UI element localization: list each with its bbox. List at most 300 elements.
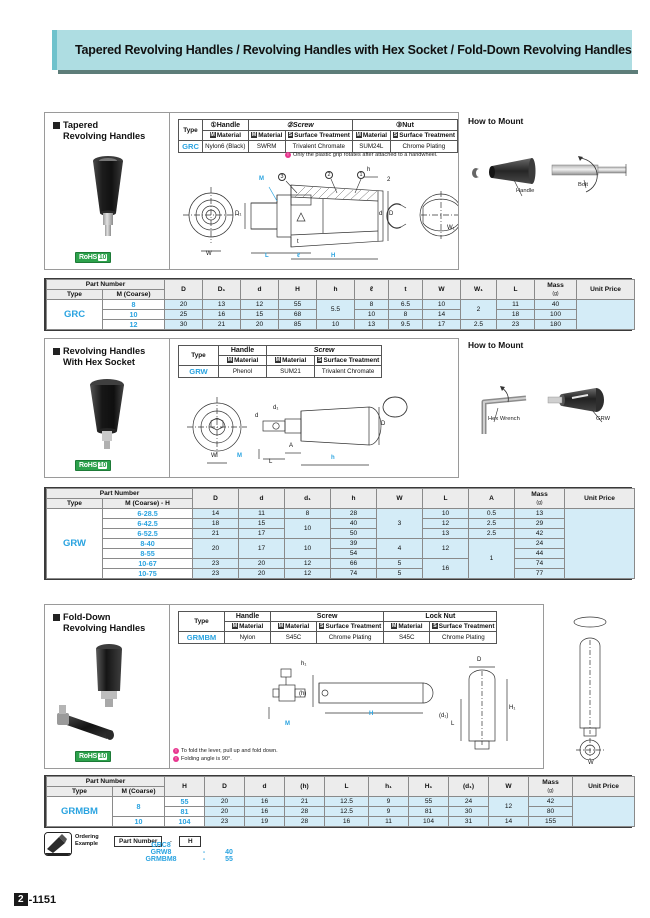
header-d: d	[239, 489, 285, 509]
cell-h1: 9	[369, 807, 409, 817]
cell-H: 85	[279, 320, 317, 330]
cell-W1: 2.5	[461, 320, 497, 330]
notes-grmbm	[173, 747, 278, 763]
material-badge-icon: M	[227, 357, 233, 363]
dim-D1: D₁	[235, 211, 242, 217]
mat-type-header: Type	[179, 612, 225, 632]
dim-D: D	[477, 657, 482, 663]
cell-D: 20	[205, 807, 245, 817]
bullet-square-icon	[53, 348, 60, 355]
section-tapered-revolving-handles	[44, 112, 459, 270]
rohs-label: RoHS	[79, 254, 97, 261]
dim-L: L	[265, 253, 269, 259]
mat-value: Chrome Plating	[317, 632, 384, 644]
table-row	[47, 559, 635, 569]
table-row	[47, 797, 635, 807]
callout-2: 2	[325, 171, 333, 179]
header-d1: (d₁)	[449, 777, 489, 797]
cell-W: 5	[377, 569, 423, 579]
rohs-number: 10	[98, 254, 107, 261]
cell-d1: 10	[285, 519, 331, 539]
cell-d: 16	[245, 807, 285, 817]
cell-h: 40	[331, 519, 377, 529]
mass-label: Mass	[542, 778, 559, 786]
ordering-example-icon	[44, 832, 72, 856]
cell-h: 39	[331, 539, 377, 549]
dim-d: d	[379, 211, 383, 217]
cell-size: 10	[103, 310, 165, 320]
cell-h: 5.5	[317, 300, 355, 320]
cell-t: 8	[389, 310, 423, 320]
cell-D: 21	[193, 529, 239, 539]
dim-D: D	[389, 211, 394, 217]
example-code: GRC8	[151, 842, 171, 849]
table-row	[47, 549, 635, 559]
header-type: Type	[47, 787, 113, 797]
mat-value: Chrome Plating	[430, 632, 497, 644]
cell-t: 6.5	[389, 300, 423, 310]
group-label: Screw	[293, 122, 314, 129]
cell-h: 66	[331, 559, 377, 569]
header-D: D	[193, 489, 239, 509]
mat-type-code: GRMBM	[179, 632, 225, 644]
cell-D: 23	[205, 817, 245, 827]
cell-h: 28	[331, 509, 377, 519]
pn-table	[46, 488, 635, 579]
section-title	[53, 346, 145, 368]
header-L: L	[497, 280, 535, 300]
mass-label: Mass	[531, 490, 548, 498]
cell-mass: 24	[515, 539, 565, 549]
cell-size: 6-52.5	[103, 529, 193, 539]
cell-d: 11	[239, 509, 285, 519]
cell-d: 16	[245, 797, 285, 807]
dim-A: A	[289, 443, 294, 449]
mat-col-screw-material: M Material	[267, 356, 315, 366]
page-title-banner	[52, 30, 632, 74]
cell-W: 14	[489, 817, 529, 827]
cell-l: 10	[355, 310, 389, 320]
cell-L: 12	[423, 519, 469, 529]
example-dash	[192, 842, 216, 849]
cell-mass: 77	[515, 569, 565, 579]
cell-L: 13	[423, 529, 469, 539]
rohs-label: RoHS	[79, 462, 97, 469]
table-row	[47, 509, 635, 519]
mat-col-locknut-surface: S Surface Treatment	[430, 622, 497, 632]
drawing-svg	[173, 163, 458, 268]
cell-size: 8	[103, 300, 165, 310]
header-mass	[515, 489, 565, 509]
cell-mass: 155	[529, 817, 573, 827]
note-text: Folding angle is 90°.	[181, 756, 232, 762]
cell-A: 2.5	[469, 519, 515, 529]
cell-H1: 81	[409, 807, 449, 817]
table-row	[179, 366, 382, 378]
cell-W: 12	[489, 797, 529, 817]
mat-value: Nylon	[225, 632, 271, 644]
example-code: GRMBM8	[145, 856, 177, 863]
material-badge-icon: M	[278, 623, 284, 629]
header-mass	[535, 280, 577, 300]
header-h: h	[317, 280, 355, 300]
cell-mass: 13	[515, 509, 565, 519]
note-marker-icon: !	[285, 152, 291, 158]
dim-H: H	[331, 253, 336, 259]
table-row	[179, 612, 497, 622]
material-badge-icon: M	[275, 357, 281, 363]
header-size: M (Coarse)	[103, 290, 165, 300]
section-title-line2: Revolving Handles	[63, 623, 146, 633]
dim-h: (h)	[299, 691, 307, 697]
note-text: Only the plastic grip rotates after attached to a handwheel.	[293, 152, 438, 158]
cell-W1: 2	[461, 300, 497, 320]
dim-W1: W₁	[447, 225, 455, 231]
cell-t: 9.5	[389, 320, 423, 330]
mat-group-handle	[203, 120, 249, 131]
cell-H: 68	[279, 310, 317, 320]
rohs-number: 10	[98, 462, 107, 469]
section-title-line1: Tapered	[63, 120, 99, 130]
mount-label-grw: GRW	[596, 416, 611, 422]
ordering-label-line1: Ordering	[75, 834, 99, 840]
part-number-table-grmbm	[44, 775, 632, 828]
cell-size: 8	[113, 797, 165, 817]
mass-unit: (g)	[552, 290, 559, 297]
rohs-badge	[75, 252, 111, 263]
mass-unit: (g)	[547, 787, 554, 794]
mat-value: S45C	[384, 632, 430, 644]
cell-l: 8	[355, 300, 389, 310]
mat-col-screw-surface: S Surface Treatment	[317, 622, 384, 632]
ordering-example	[44, 830, 344, 874]
header-h1: h₁	[369, 777, 409, 797]
cell-W: 10	[423, 300, 461, 310]
ordering-dash: -	[169, 839, 172, 845]
dim-h: h	[367, 167, 371, 173]
ordering-examples-list	[130, 842, 270, 863]
header-d: d	[241, 280, 279, 300]
cell-h: 10	[317, 320, 355, 330]
header-D1: D₁	[203, 280, 241, 300]
rohs-badge	[75, 751, 111, 762]
part-number-table-grc	[44, 278, 632, 331]
dim-L: L	[451, 721, 455, 727]
surface-badge-icon: S	[320, 623, 324, 629]
cell-D1: 21	[203, 320, 241, 330]
table-row	[179, 131, 458, 141]
mat-value: Trivalent Chromate	[315, 366, 382, 378]
mat-col-screw-material: M Material	[248, 131, 285, 141]
table-row	[179, 346, 382, 356]
section-title	[53, 120, 145, 142]
mat-type-code: GRC	[179, 141, 203, 153]
cell-H: 81	[165, 807, 205, 817]
cell-L: 16	[423, 559, 469, 579]
material-table-grmbm	[178, 611, 497, 644]
cell-D: 18	[193, 519, 239, 529]
rohs-badge	[75, 460, 111, 471]
cell-d1: 30	[449, 807, 489, 817]
cell-L: 12	[423, 539, 469, 559]
mat-value: Nylon6 (Black)	[203, 141, 249, 153]
page-footer	[14, 893, 56, 906]
header-type: Type	[47, 290, 103, 300]
header-unit-price: Unit Price	[573, 777, 635, 797]
ordering-box-h: H	[179, 836, 201, 847]
drawing-svg	[173, 649, 539, 759]
cell-L: 18	[497, 310, 535, 320]
section-title	[53, 612, 145, 634]
ordering-box-part-number: Part Number	[114, 836, 162, 847]
cell-H: 104	[165, 817, 205, 827]
cell-H: 55	[279, 300, 317, 310]
header-W: W	[489, 777, 529, 797]
how-to-mount-title: How to Mount	[468, 116, 524, 126]
cell-d1: 12	[285, 559, 331, 569]
mat-group-handle: Handle	[225, 612, 271, 622]
header-type: Type	[47, 499, 103, 509]
circle-num-2: ②	[286, 122, 294, 129]
page-title: Tapered Revolving Handles / Revolving Handles with Hex Socket / Fold-Down Revolving Handles	[75, 43, 632, 57]
mat-value: SWRM	[248, 141, 285, 153]
cell-d: 19	[245, 817, 285, 827]
group-label: Nut	[402, 122, 414, 129]
cell-D1: 13	[203, 300, 241, 310]
cell-l: 13	[355, 320, 389, 330]
table-row	[47, 539, 635, 549]
mat-col-locknut-material: M Material	[384, 622, 430, 632]
mass-label: Mass	[547, 281, 564, 289]
example-h: 40	[225, 849, 233, 856]
header-L: L	[325, 777, 369, 797]
cell-d: 20	[239, 559, 285, 569]
ordering-example-label	[75, 834, 99, 848]
table-row	[47, 817, 635, 827]
header-H: H	[279, 280, 317, 300]
section-left-panel	[45, 113, 170, 269]
mat-value: Chrome Plating	[390, 141, 457, 153]
cell-D: 23	[193, 559, 239, 569]
cell-d: 15	[239, 519, 285, 529]
cell-type: GRW	[47, 509, 103, 579]
note-angle	[173, 755, 278, 763]
cell-W: 4	[377, 539, 423, 559]
table-row	[179, 632, 497, 644]
table-row	[47, 569, 635, 579]
note-text: To fold the lever, pull up and fold down.	[181, 748, 278, 754]
mat-col-nut-material: M Material	[352, 131, 390, 141]
how-to-mount-title: How to Mount	[468, 340, 524, 350]
cell-h: 54	[331, 549, 377, 559]
dim-t: t	[297, 239, 299, 245]
cell-size: 6-28.5	[103, 509, 193, 519]
section-title-line1: Revolving Handles	[63, 346, 146, 356]
mat-col-screw-surface: S Surface Treatment	[285, 131, 352, 141]
table-row	[47, 519, 635, 529]
cell-unit-price	[577, 300, 635, 330]
material-table-grw	[178, 345, 382, 378]
cell-mass: 44	[515, 549, 565, 559]
section-title-line1: Fold-Down	[63, 612, 111, 622]
dim-H1: H₁	[509, 705, 516, 711]
material-badge-icon: M	[210, 132, 215, 138]
cell-d1: 10	[285, 539, 331, 559]
cell-mass: 180	[535, 320, 577, 330]
footer-volume: 2	[14, 893, 28, 906]
cell-H: 55	[165, 797, 205, 807]
footer-page-number: -1151	[28, 893, 57, 906]
cell-d: 17	[239, 529, 285, 539]
mat-type-header: Type	[179, 346, 219, 366]
cell-mass: 74	[515, 559, 565, 569]
mount-label-handle: Handle	[516, 188, 535, 194]
cell-d1: 8	[285, 509, 331, 519]
section-revolving-handles-hex-socket	[44, 338, 459, 478]
material-badge-icon: M	[391, 623, 397, 629]
circle-num-1: ①	[210, 122, 217, 129]
cell-A: 1	[469, 539, 515, 579]
cell-L: 10	[423, 509, 469, 519]
mat-group-lock-nut: Lock Nut	[384, 612, 497, 622]
mat-value: SUM21	[267, 366, 315, 378]
header-d1: d₁	[285, 489, 331, 509]
group-label: Handle	[216, 122, 241, 129]
mat-col-nut-surface: S Surface Treatment	[390, 131, 457, 141]
cell-D: 14	[193, 509, 239, 519]
cell-type: GRC	[47, 300, 103, 330]
cell-D: 20	[205, 797, 245, 807]
material-badge-icon: M	[251, 132, 257, 138]
mount-diagram-grw	[468, 364, 646, 450]
dim-h1: h₁	[301, 661, 307, 667]
drawing-svg	[173, 387, 458, 477]
part-number-table-grw	[44, 487, 632, 580]
cell-d1: 31	[449, 817, 489, 827]
dim-d1: (d₁)	[439, 713, 449, 719]
table-header-row	[47, 777, 635, 787]
grmbm-side-views	[556, 610, 626, 760]
cell-L: 12.5	[325, 807, 369, 817]
product-photo-grw	[55, 373, 165, 453]
surface-badge-icon: S	[393, 132, 398, 138]
cell-D: 20	[193, 539, 239, 559]
mat-value: Phenol	[219, 366, 267, 378]
dim-W-grmbm: W	[588, 760, 594, 766]
table-header-row	[47, 489, 635, 499]
dim-L: L	[269, 459, 273, 465]
header-h: (h)	[285, 777, 325, 797]
cell-d: 12	[241, 300, 279, 310]
cell-mass: 42	[515, 529, 565, 539]
table-row	[47, 300, 635, 310]
cell-D: 23	[193, 569, 239, 579]
mat-type-header: Type	[179, 120, 203, 141]
material-badge-icon: M	[232, 623, 238, 629]
list-item	[130, 842, 270, 849]
header-H: H	[165, 777, 205, 797]
table-row	[47, 320, 635, 330]
bullet-square-icon	[53, 614, 60, 621]
cell-mass: 42	[529, 797, 573, 807]
surface-badge-icon: S	[318, 357, 322, 363]
header-unit-price: Unit Price	[577, 280, 635, 300]
cell-unit-price	[565, 509, 635, 579]
header-t: t	[389, 280, 423, 300]
dim-h: h	[331, 455, 335, 461]
mount-diagram-grc	[468, 140, 646, 220]
cell-h: 74	[331, 569, 377, 579]
mat-value: S45C	[271, 632, 317, 644]
mat-group-handle: Handle	[219, 346, 267, 356]
cell-H1: 104	[409, 817, 449, 827]
dim-M: M	[237, 453, 242, 459]
cell-d: 20	[239, 569, 285, 579]
table-header-row	[47, 280, 635, 290]
header-unit-price: Unit Price	[565, 489, 635, 509]
table-row	[179, 622, 497, 632]
cell-h: 28	[285, 807, 325, 817]
cell-mass: 40	[535, 300, 577, 310]
mat-value: SUM24L	[352, 141, 390, 153]
dim-2: 2	[387, 177, 391, 183]
note-grc	[285, 151, 438, 159]
header-mass	[529, 777, 573, 797]
header-H1: H₁	[409, 777, 449, 797]
callout-1: 1	[357, 171, 365, 179]
mount-label-bolt: Bolt	[578, 182, 588, 188]
cell-size: 8-55	[103, 549, 193, 559]
mat-group-screw: Screw	[267, 346, 382, 356]
rohs-number: 10	[98, 753, 107, 760]
callout-3: 3	[278, 173, 286, 181]
surface-badge-icon: S	[288, 132, 293, 138]
header-l: ℓ	[355, 280, 389, 300]
rohs-label: RoHS	[79, 753, 97, 760]
mat-type-code: GRW	[179, 366, 219, 378]
dim-d: d	[255, 413, 259, 419]
product-photo-grmbm	[51, 635, 163, 745]
cell-H1: 55	[409, 797, 449, 807]
section-left-panel	[45, 605, 170, 768]
cell-h1: 9	[369, 797, 409, 807]
header-part-number: Part Number	[47, 280, 165, 290]
cell-unit-price	[573, 797, 635, 827]
list-item	[130, 856, 270, 863]
dim-D: D	[381, 421, 386, 427]
header-size: M (Coarse)	[113, 787, 165, 797]
cell-A: 0.5	[469, 509, 515, 519]
cell-W: 14	[423, 310, 461, 320]
note-marker-icon: !	[173, 748, 179, 754]
bullet-square-icon	[53, 122, 60, 129]
header-h: h	[331, 489, 377, 509]
cell-h: 50	[331, 529, 377, 539]
product-photo-grc	[53, 151, 163, 246]
cell-d1: 12	[285, 569, 331, 579]
cell-W: 17	[423, 320, 461, 330]
cell-d: 15	[241, 310, 279, 320]
header-size: M (Coarse) - H	[103, 499, 193, 509]
header-part-number: Part Number	[47, 489, 193, 499]
cell-size: 6-42.5	[103, 519, 193, 529]
cell-D: 30	[165, 320, 203, 330]
mat-group-nut	[352, 120, 457, 131]
dim-M: M	[285, 721, 290, 727]
cell-L: 16	[325, 817, 369, 827]
mat-col-handle-material: M Material	[219, 356, 267, 366]
cell-mass: 80	[529, 807, 573, 817]
